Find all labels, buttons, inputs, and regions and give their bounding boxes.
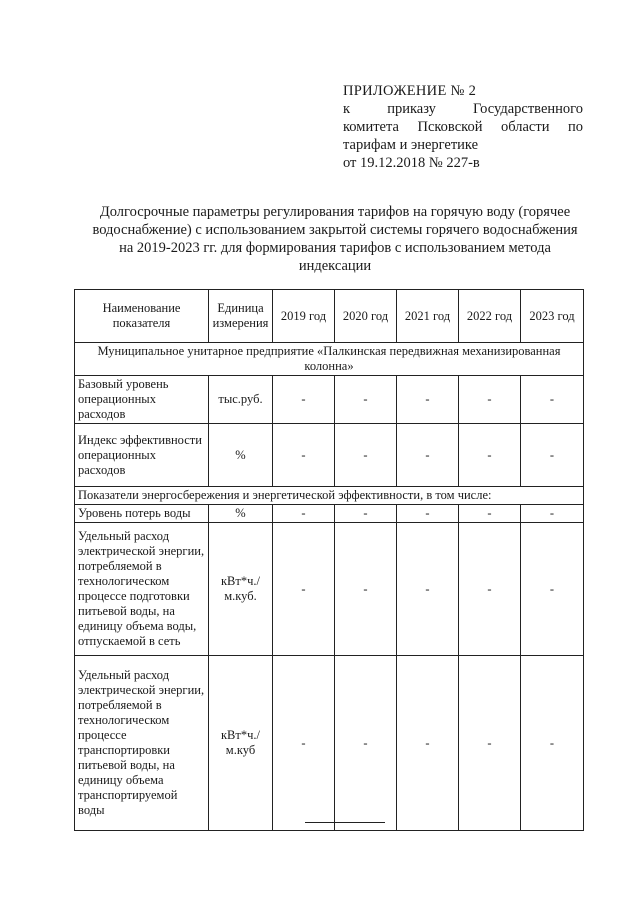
table-row xyxy=(75,656,584,831)
organization-name: Муниципальное унитарное предприятие «Палкинская передвижная механизированная колонна» xyxy=(75,343,584,376)
header-name: Наименование показателя xyxy=(75,290,209,343)
value-2023: - xyxy=(521,424,584,487)
table-row xyxy=(75,424,584,487)
row-name: Индекс эффективности операционных расходов xyxy=(75,424,209,487)
header-2019: 2019 год xyxy=(273,290,335,343)
section-row xyxy=(75,487,584,505)
closing-line xyxy=(305,822,385,823)
value-2022: - xyxy=(459,523,521,656)
value-2019: - xyxy=(273,505,335,523)
value-2021: - xyxy=(397,376,459,424)
header-2022: 2022 год xyxy=(459,290,521,343)
value-2019: - xyxy=(273,523,335,656)
header-2020: 2020 год xyxy=(335,290,397,343)
row-unit: кВт*ч./м.куб. xyxy=(209,523,273,656)
row-name: Удельный расход электрической энергии, потребляемой в технологическом процессе транспортировки питьевой воды, на единицу объема транспортируемой воды xyxy=(75,656,209,831)
table-row xyxy=(75,505,584,523)
section-energy-label: Показатели энергосбережения и энергетической эффективности, в том числе: xyxy=(75,487,584,505)
appendix-line-3: тарифам и энергетике xyxy=(343,137,479,153)
value-2023: - xyxy=(521,376,584,424)
row-unit: % xyxy=(209,424,273,487)
table-row xyxy=(75,376,584,424)
value-2020: - xyxy=(335,376,397,424)
row-name: Удельный расход электрической энергии, потребляемой в технологическом процессе подготовки питьевой воды, на единицу объема воды, отпускаемой в сеть xyxy=(75,523,209,656)
row-unit: кВт*ч./м.куб xyxy=(209,656,273,831)
row-unit: тыс.руб. xyxy=(209,376,273,424)
appendix-line-4: от 19.12.2018 № 227-в xyxy=(343,155,480,171)
appendix-line-1: к приказу Государственного xyxy=(343,101,583,117)
table-header-row xyxy=(75,290,584,343)
table-row xyxy=(75,523,584,656)
value-2020: - xyxy=(335,523,397,656)
value-2019: - xyxy=(273,376,335,424)
document-title: Долгосрочные параметры регулирования тарифов на горячую воду (горячее водоснабжение) с использованием закрытой системы горячего водоснабжения на 2019-2023 гг. для формирования тарифов с использованием метода индексации xyxy=(92,204,578,274)
row-name: Уровень потерь воды xyxy=(75,505,209,523)
value-2023: - xyxy=(521,505,584,523)
value-2022: - xyxy=(459,656,521,831)
value-2020: - xyxy=(335,505,397,523)
value-2022: - xyxy=(459,505,521,523)
appendix-line-2: комитета Псковской области по xyxy=(343,119,583,135)
value-2020: - xyxy=(335,424,397,487)
value-2021: - xyxy=(397,656,459,831)
value-2021: - xyxy=(397,505,459,523)
value-2023: - xyxy=(521,523,584,656)
header-2023: 2023 год xyxy=(521,290,584,343)
header-unit: Единица измерения xyxy=(209,290,273,343)
value-2020: - xyxy=(335,656,397,831)
row-unit: % xyxy=(209,505,273,523)
appendix-block xyxy=(343,82,583,172)
value-2019: - xyxy=(273,656,335,831)
value-2019: - xyxy=(273,424,335,487)
value-2021: - xyxy=(397,523,459,656)
organization-row xyxy=(75,343,584,376)
value-2021: - xyxy=(397,424,459,487)
appendix-heading: ПРИЛОЖЕНИЕ № 2 xyxy=(343,83,477,99)
header-2021: 2021 год xyxy=(397,290,459,343)
value-2023: - xyxy=(521,656,584,831)
row-name: Базовый уровень операционных расходов xyxy=(75,376,209,424)
value-2022: - xyxy=(459,376,521,424)
value-2022: - xyxy=(459,424,521,487)
parameters-table xyxy=(74,289,584,831)
